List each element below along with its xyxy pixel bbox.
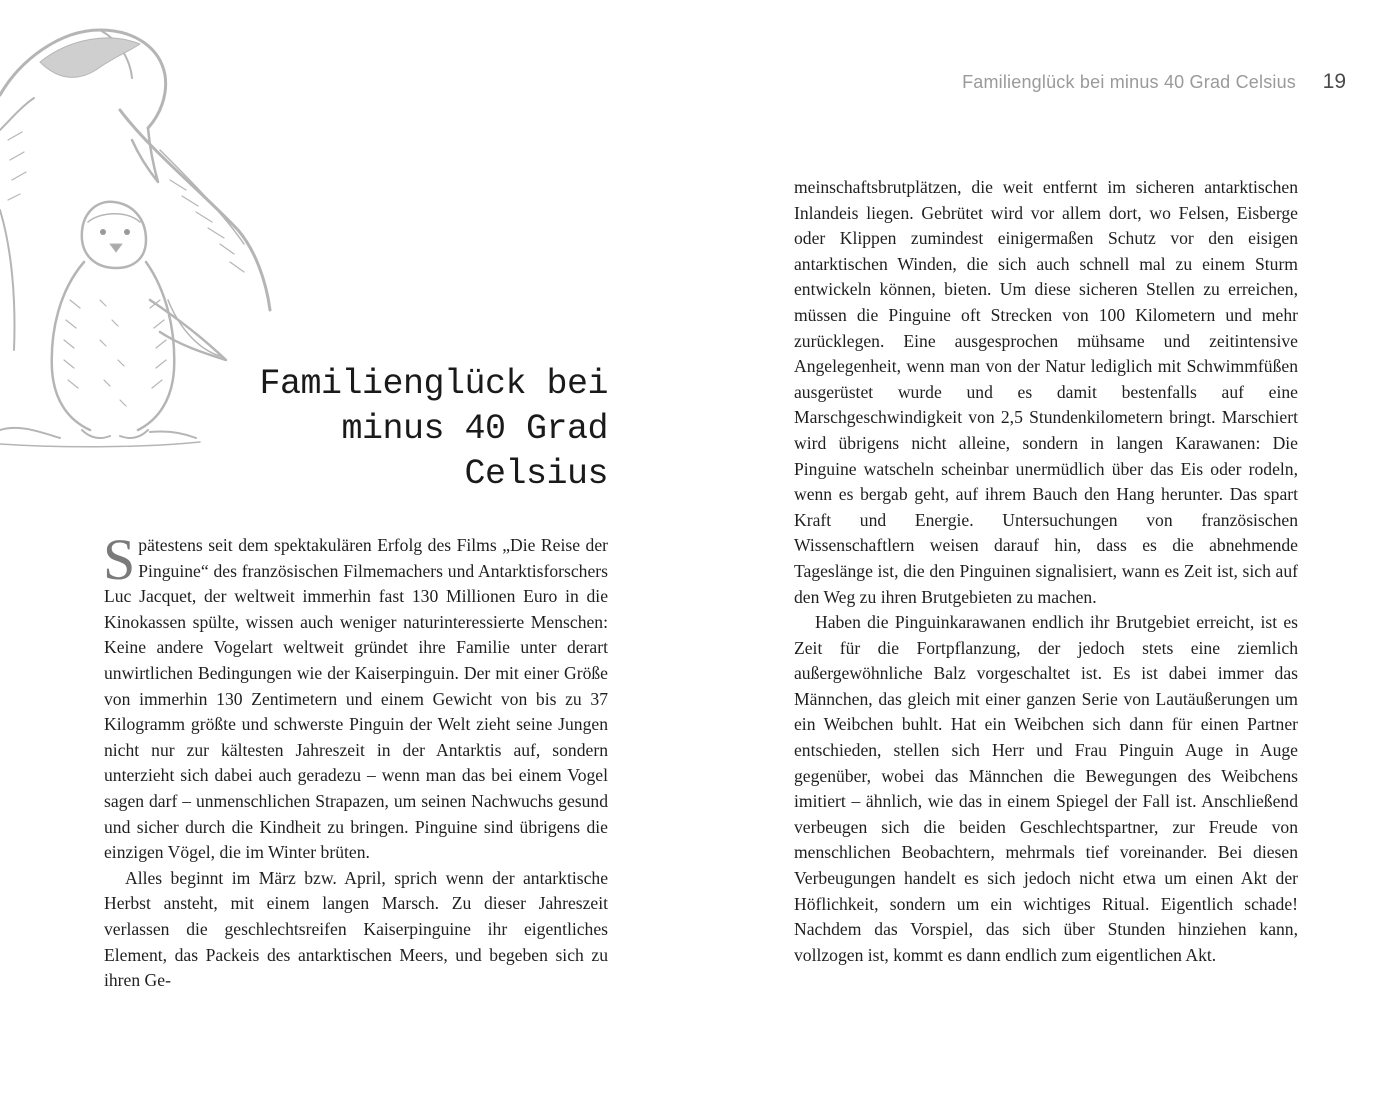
drop-cap: S [103, 527, 136, 592]
left-body-text [103, 527, 608, 994]
chapter-title-line-2: minus 40 Grad Celsius [341, 409, 608, 494]
right-body-text [794, 175, 1298, 968]
right-paragraph-1: meinschaftsbrutplätzen, die weit entfernt im sicheren antarktischen Inlandeis liegen. Gebrütet wird vor allem dort, wo Felsen, Eisberge oder Klippen zumindest einigermaßen Schutz vor den eisigen antarktischen Winden, die sich auch schnell mal zu einem Sturm entwickeln können, bieten. Um diese sicheren Stellen zu erreichen, müssen die Pinguine oft Strecken von 100 Kilometern und mehr zurücklegen. Eine ausgesprochen mühsame und zeitintensive Angelegenheit, wenn man von der Natur lediglich mit Schwimmfüßen ausgerüstet wurde und es damit bestenfalls auf eine Marschgeschwindigkeit von 2,5 Stundenkilometern bringt. Marschiert wird übrigens nicht alleine, sondern in langen Karawanen: Die Pinguine watscheln scheinbar unermüdlich über das Eis oder rodeln, wenn es bergab geht, auf ihrem Bauch den Hang herunter. Das spart Kraft und Energie. Untersuchungen von französischen Wissenschaftlern weisen darauf hin, dass es die abnehmende Tageslänge ist, die den Pinguinen signalisiert, wann es Zeit ist, sich auf den Weg zu ihren Brutgebieten zu machen. [794, 177, 1298, 607]
page-number: 19 [1322, 70, 1346, 93]
running-head-title: Familienglück bei minus 40 Grad Celsius [962, 72, 1296, 92]
chapter-title-line-1: Familienglück bei [259, 364, 608, 404]
left-paragraph-1 [103, 527, 608, 866]
right-page [700, 0, 1400, 1115]
right-paragraph-2: Haben die Pinguinkarawanen endlich ihr Brutgebiet erreicht, ist es Zeit für die Fortpflanzung, der jedoch stets eine ziemlich außergewöhnliche Balz vorgeschaltet ist. Es ist dabei immer das Männchen, das gleich mit einer ganzen Serie von Lautäußerungen um ein Weibchen buhlt. Hat ein Weibchen sich dann für einen Partner entschieden, stellen sich Herr und Frau Pinguin Auge in Auge gegenüber, wobei das Männchen die Bewegungen des Weibchens imitiert – ähnlich, wie das in einem Spiegel der Fall ist. Anschließend verbeugen sich die beiden Geschlechtspartner, zur Freude von menschlichen Beobachtern, mehrmals tief voreinander. Bei diesen Verbeugungen handelt es sich jedoch nicht etwa um einen Akt der Höflichkeit, sondern um ein wichtiges Ritual. Eigentlich schade! Nachdem das Vorspiel, das sich über Stunden hinziehen kann, vollzogen ist, kommt es dann endlich zum eigentlichen Akt. [794, 612, 1298, 965]
chapter-title [180, 362, 608, 497]
left-paragraph-2: Alles beginnt im März bzw. April, sprich wenn der antarktische Herbst ansteht, mit einem langen Marsch. Zu dieser Jahreszeit verlassen die geschlechtsreifen Kaiserpinguine ihr eigentliches Element, das Packeis des antarktischen Meers, und begeben sich zu ihren Ge- [104, 867, 608, 991]
left-paragraph-1-text: pätestens seit dem spektakulären Erfolg des Films „Die Reise der Pinguine“ des französischen Filmemachers und Antarktisforschers Luc Jacquet, der weltweit immerhin fast 130 Millionen Euro in die Kinokassen spülte, wissen auch weniger naturinteressierte Menschen: Keine andere Vogelart weltweit gründet ihre Familie unter derart unwirtlichen Bedingungen wie der Kaiserpinguin. Der mit einer Größe von immerhin 130 Zentimetern und einem Gewicht von bis zu 37 Kilogramm größte und schwerste Pinguin der Welt zieht seine Jungen nicht nur zur kältesten Jahreszeit in der Antarktis auf, sondern unterzieht sich dabei auch geradezu – wenn man das bei einem Vogel sagen darf – unmenschlichen Strapazen, um seinen Nachwuchs gesund und sicher durch die Kindheit zu bringen. Pinguine sind übrigens die einzigen Vögel, die im Winter brüten. [104, 535, 608, 863]
